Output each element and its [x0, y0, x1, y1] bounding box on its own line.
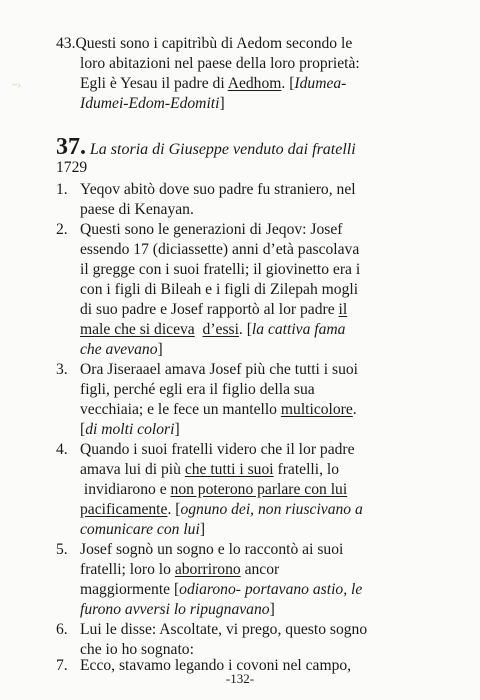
- verse-line: essendo 17 (diciassette) anni d’età pascolava: [80, 241, 360, 258]
- verse-43-line-4: Idumei-Edom-Edomiti]: [80, 95, 225, 112]
- verse-line: che avevano]: [80, 341, 163, 358]
- verse-line: amava lui di più che tutti i suoi fratelli, lo: [80, 461, 339, 478]
- verse-line: male che si diceva d’essi. [la cattiva fama: [80, 321, 346, 338]
- verse-number: 1.: [56, 181, 68, 198]
- verse-line: di suo padre e Josef rapportò al lor padre il: [80, 301, 348, 318]
- margin-mark: ~›: [12, 80, 21, 91]
- verse-line: [di molti colori]: [80, 421, 180, 438]
- verse-line: Josef sognò un sogno e lo raccontò ai suoi: [80, 541, 344, 558]
- verse-line: furono avversi lo ripugnavano]: [80, 601, 275, 618]
- verse-line: figli, perché egli era il figlio della sua: [80, 381, 315, 398]
- verse-line: Questi sono le generazioni di Jeqov: Josef: [80, 221, 343, 238]
- verse-line: Quando i suoi fratelli videro che il lor padre: [80, 441, 355, 458]
- verse-line: maggiormente [odiarono- portavano astio, le: [80, 581, 363, 598]
- chapter-title-line: [56, 134, 356, 163]
- verse-43-line-1: 43.Questi sono i capitrìbù di Aedom secondo le: [56, 35, 353, 52]
- verse-number: 4.: [56, 441, 68, 458]
- verse-line: Ora Jiseraael amava Josef più che tutti i suoi: [80, 361, 358, 378]
- verse-43-line-3: Egli è Yesau il padre di Aedhom. [Idumea-: [80, 75, 347, 92]
- verse-line: con i figli di Bileah e i figli di Zilepah mogli: [80, 281, 359, 298]
- verse-number: 5.: [56, 541, 68, 558]
- verse-43-line-2: loro abitazioni nel paese della loro proprietà:: [80, 55, 360, 72]
- verse-line: vecchiaia; e le fece un mantello multicolore.: [80, 401, 357, 418]
- verse-line: il gregge con i suoi fratelli; il giovinetto era i: [80, 261, 361, 278]
- chapter-year: 1729: [56, 159, 88, 176]
- chapter-title: La storia di Giuseppe venduto dai fratelli: [89, 141, 356, 158]
- verse-number: 2.: [56, 221, 68, 238]
- page-number: -132-: [225, 671, 255, 686]
- verse-line: comunicare con lui]: [80, 521, 206, 538]
- verse-number: 7.: [56, 657, 68, 674]
- chapter-number: 37.: [56, 134, 86, 160]
- verse-line: Lui le disse: Ascoltate, vi prego, questo sogno: [80, 621, 368, 638]
- verse-line: pacificamente. [ognuno dei, non riuscivano a: [80, 501, 363, 518]
- verse-line: paese di Kenayan.: [80, 201, 194, 218]
- verse-line: che io ho sognato:: [80, 641, 194, 658]
- verse-number: 3.: [56, 361, 68, 378]
- verse-line: Yeqov abitò dove suo padre fu straniero, nel: [80, 181, 356, 198]
- verse-line: Ecco, stavamo legando i covoni nel campo,: [80, 657, 352, 674]
- verse-line: invidiarono e non poterono parlare con lui: [80, 481, 348, 498]
- verse-line: fratelli; loro lo aborrirono ancor: [80, 561, 280, 578]
- verse-number: 6.: [56, 621, 68, 638]
